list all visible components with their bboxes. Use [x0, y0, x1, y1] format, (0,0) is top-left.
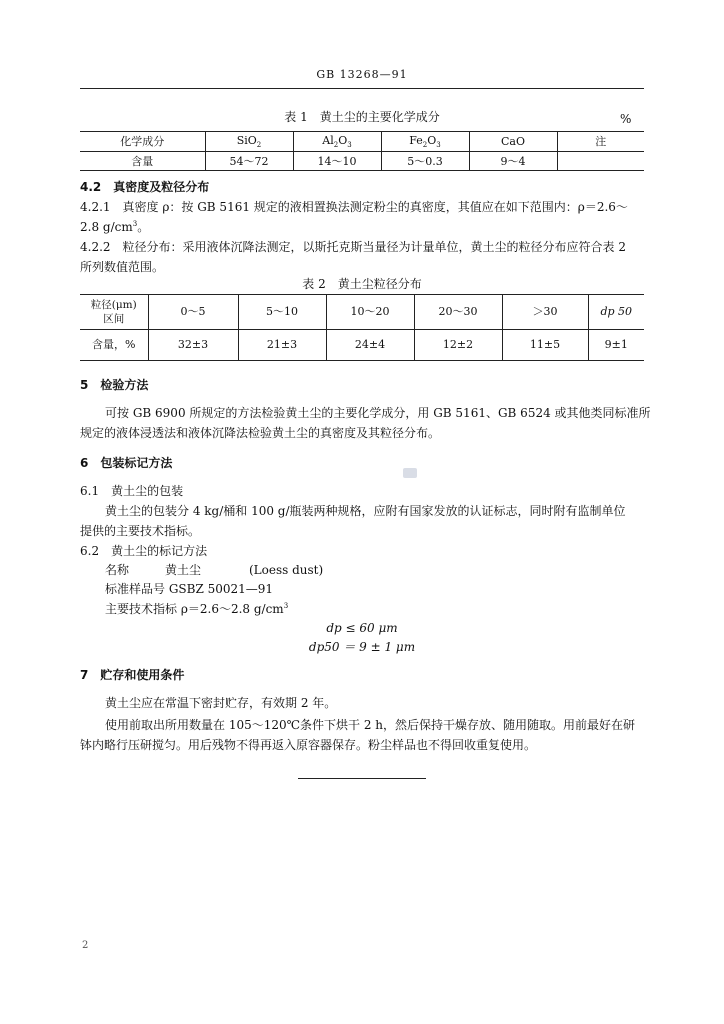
table2-value-3: 12±2 [414, 330, 502, 361]
table1-row-value-label: 含量 [80, 152, 205, 171]
table1-unit: % [620, 112, 632, 126]
table2-particle-size [80, 294, 644, 361]
section-5-line1: 可按 GB 6900 所规定的方法检验黄土尘的主要化学成分，用 GB 5161、GB 6524 或其他类同标准所 [105, 406, 651, 420]
section-5-line2: 规定的液体浸透法和液体沉降法检验黄土尘的真密度及其粒径分布。 [80, 426, 441, 440]
table2-range-1: 5～10 [238, 295, 326, 330]
table1-col-0: SiO$_2$ [205, 132, 293, 152]
section-4-2-1-line1: 4.2.1 真密度 ρ：按 GB 5161 规定的液相置换法测定粉尘的真密度，其值应在如下范围内：ρ＝2.6～ [80, 200, 628, 214]
section-7-line2: 使用前取出所用数量在 105～120℃条件下烘干 2 h，然后保持干燥存放、随用随取。用前最好在研 [105, 718, 636, 732]
section-6-2-spec-line: 主要技术指标 ρ＝2.6～2.8 $g/cm^3$ [105, 602, 289, 616]
table1-chemical-composition [80, 131, 644, 171]
table1-header-row [80, 132, 644, 152]
table2-range-3: 20～30 [414, 295, 502, 330]
end-of-document-rule [298, 778, 426, 779]
section-6-2-name-line: 名称 黄土尘 (Loess dust) [105, 563, 324, 577]
table2-value-0: 32±3 [148, 330, 238, 361]
section-6-1-heading: 6.1 黄土尘的包装 [80, 484, 184, 498]
formula-dp-max: dp ≤ 60 μm [326, 621, 398, 635]
table2-value-2: 24±4 [326, 330, 414, 361]
section-6-2-heading: 6.2 黄土尘的标记方法 [80, 544, 208, 558]
section-5-heading: 5 检验方法 [80, 378, 149, 392]
table1-note-value [557, 152, 644, 171]
table2-caption: 表 2 黄土尘粒径分布 [302, 277, 422, 291]
table1-caption: 表 1 黄土尘的主要化学成分 [284, 110, 440, 124]
section-7-line3: 钵内略行压研搅匀。用后残物不得再返入原容器保存。粉尘样品也不得回收重复使用。 [80, 738, 537, 752]
table1-value-1: 14～10 [293, 152, 381, 171]
table2-range-2: 10～20 [326, 295, 414, 330]
watermark-logo-icon [403, 468, 417, 478]
table2-header-row [80, 295, 644, 330]
table1-value-2: 5～0.3 [381, 152, 469, 171]
section-7-heading: 7 贮存和使用条件 [80, 668, 185, 682]
table1-col-3: CaO [469, 132, 557, 152]
formula-dp50: dp50 ＝ 9 ± 1 μm [308, 640, 416, 654]
table1-value-0: 54～72 [205, 152, 293, 171]
table1-value-3: 9～4 [469, 152, 557, 171]
table1-note-label: 注 [557, 132, 644, 152]
section-4-2-heading: 4.2 真密度及粒径分布 [80, 180, 210, 194]
table2-value-4: 11±5 [502, 330, 588, 361]
section-6-1-line1: 黄土尘的包装分 4 kg/桶和 100 g/瓶装两种规格，应附有国家发放的认证标志，同时附有监制单位 [105, 504, 626, 518]
table1-col-2: $Fe_2O_3$ [381, 132, 469, 152]
table2-header-label: 粒径(μm) 区间 [80, 295, 148, 330]
section-4-2-2-line1: 4.2.2 粒径分布：采用液体沉降法测定，以斯托克斯当量径为计量单位，黄土尘的粒径分布应符合表 2 [80, 240, 626, 254]
table2-value-row [80, 330, 644, 361]
header-rule [80, 88, 644, 89]
table1-value-row [80, 152, 644, 171]
page-number: 2 [82, 940, 89, 951]
table2-value-label: 含量，% [80, 330, 148, 361]
table1-col-1: $Al_2O_3$ [293, 132, 381, 152]
table1-row-header-label: 化学成分 [80, 132, 205, 152]
table2-range-0: 0～5 [148, 295, 238, 330]
section-6-1-line2: 提供的主要技术指标。 [80, 524, 201, 538]
section-4-2-1-line2: 2.8 $g/cm^3$。 [80, 220, 150, 234]
section-4-2-2-line2: 所列数值范围。 [80, 260, 165, 274]
standard-code-header: GB 13268—91 [316, 68, 408, 81]
table2-range-5: dp 50 [588, 295, 644, 330]
table2-value-5: 9±1 [588, 330, 644, 361]
section-6-2-sample-no: 标准样品号 GSBZ 50021—91 [105, 582, 274, 596]
table2-value-1: 21±3 [238, 330, 326, 361]
table2-range-4: ＞30 [502, 295, 588, 330]
section-6-heading: 6 包装标记方法 [80, 456, 173, 470]
section-7-line1: 黄土尘应在常温下密封贮存，有效期 2 年。 [105, 696, 337, 710]
